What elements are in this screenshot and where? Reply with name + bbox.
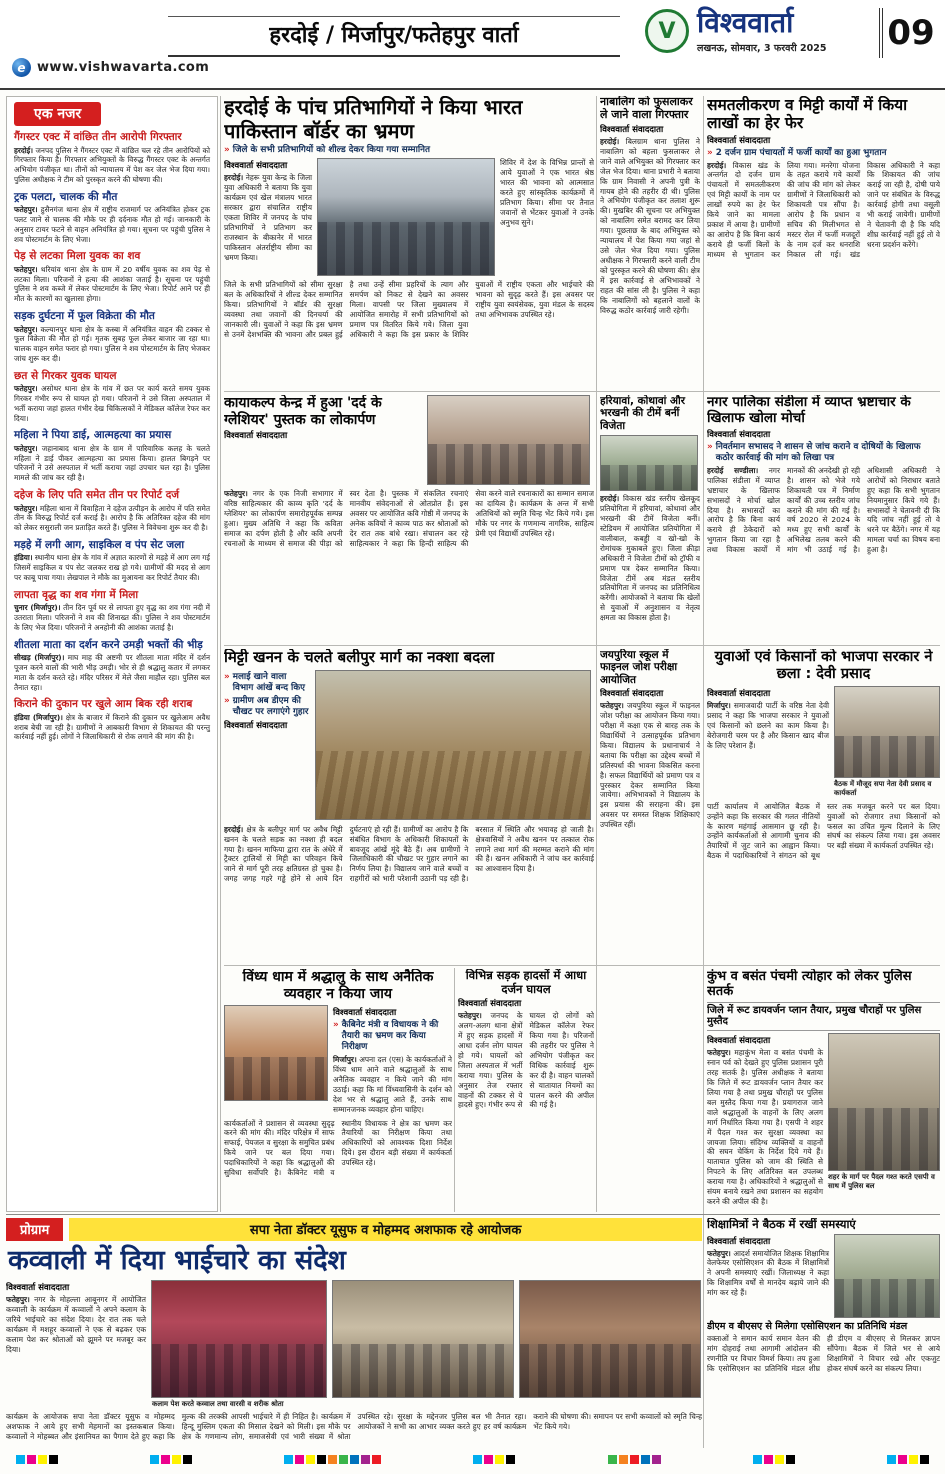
photo-caption: कलाम पेश करते कव्वाल तथा वारसी व शरीक श्रोता xyxy=(152,1400,284,1409)
news-brief xyxy=(14,589,210,633)
article-book-launch xyxy=(224,395,594,643)
article-text: मिर्जापुर। अपना दल (एस) के कार्यकर्ताओं ने विंध्य धाम आने वाले श्रद्धालुओं के साथ अनैतिक व्यवहार न किये जाने की मांग उठाई। कहा कि मां विंध्यवासिनी के दर्शन को देश भर से श्रद्धालु आते हैं, उनके साथ सम्मानजनक व्यवहार होना चाहिए। xyxy=(333,1054,452,1114)
article-text: शिविर में देश के विभिन्न प्रान्तों से आये युवाओं ने एक भारत श्रेष्ठ भारत की भावना को आत्मसात करते हुए सांस्कृतिक कार्यक्रमों में प्रतिभाग किया। सीमा पर तैनात जवानों से भेंटकर युवाओं ने उनके अनुभव सुने। xyxy=(500,158,594,227)
article-kicker: » 2 दर्जन ग्राम पंचायतों में फर्जी कार्यों का हुआ भुगतान xyxy=(707,147,887,158)
brief-text: हंडिया। स्थानीय थाना क्षेत्र के गांव में अज्ञात कारणों से मड़हे में आग लग गई जिसमें साइकिल व पंप सेट जलकर राख हो गये। ग्रामीणों की मदद से आग पर काबू पाया गया। लेखपाल ने मौके का मुआयना कर रिपोर्ट तैयार की। xyxy=(14,553,210,582)
photo-shikshamitra-meeting xyxy=(834,1234,940,1318)
photo-border-visit xyxy=(317,158,495,276)
brief-headline: पेड़ से लटका मिला युवक का शव xyxy=(14,250,141,263)
article-text: हरदोई। बिलग्राम थाना पुलिस ने नाबालिग को बहला फुसलाकर ले जाने वाले अभियुक्त को गिरफ्तार कर जेल भेज दिया। थाना प्रभारी ने बताया कि ग्राम निवासी ने अपनी पुत्री के गायब होने की तहरीर दी थी। पुलिस ने अभियोग पंजीकृत कर तलाश शुरू की। मुखबिर की सूचना पर अभियुक्त को नाबालिग समेत बरामद कर लिया गया। पूछताछ के बाद अभियुक्त को न्यायालय में पेश किया गया जहां से उसे जेल भेज दिया गया। पुलिस अधीक्षक ने गिरफ्तारी करने वाली टीम को पुरस्कृत करने की घोषणा की। क्षेत्र में इस कार्रवाई से अभिभावकों ने राहत की सांस ली है। पुलिस ने कहा कि नाबालिगों को बहलाने वालों के विरुद्ध कठोर कार्रवाई जारी रहेगी। xyxy=(600,136,700,315)
article-headline: शिक्षामित्रों ने बैठक में रखीं समस्याएं xyxy=(707,1218,856,1231)
kicker-arrow-icon: » xyxy=(707,441,713,452)
news-brief xyxy=(14,639,210,693)
brief-text: हरदोई। जनपद पुलिस ने गैंगस्टर एक्ट में वांछित चल रहे तीन आरोपियों को गिरफ्तार किया है। गिरफ्तार अभियुक्तों के विरुद्ध गैंगस्टर एक्ट के अन्तर्गत अभियोग पंजीकृत था। तीनों को न्यायालय में पेश कर जेल भेज दिया गया। पुलिस अधीक्षक ने टीम को पुरस्कृत करने की घोषणा की। xyxy=(14,145,210,184)
article-nabalig-arrest xyxy=(600,96,700,389)
page-number: 09 xyxy=(879,8,939,58)
brief-headline: महिला ने पिया डाई, आत्महत्या का प्रयास xyxy=(14,429,172,442)
news-brief xyxy=(14,131,210,185)
column-rule xyxy=(703,96,704,1448)
article-kicker: » निवर्तमान सभासद ने शासन से जांच कराने व दोषियों के खिलाफ कठोर कार्रवाई की मांग को लिखा पत्र xyxy=(707,441,921,463)
article-kicker: » कैबिनेट मंत्री व विधायक ने की तैयारी का भ्रमण कर किया निरीक्षण xyxy=(333,1020,439,1052)
photo-qawwali-singer xyxy=(151,1280,327,1398)
byline: विश्ववार्ता संवाददाता xyxy=(6,1283,70,1294)
photo-damaged-road xyxy=(315,670,591,820)
registration-marks xyxy=(0,1452,945,1466)
article-text: वक्ताओं ने समान कार्य समान वेतन की मांग दोहराई तथा आगामी आंदोलन की रणनीति पर विचार विमर्श किया। तय हुआ कि एसोसिएशन का प्रतिनिधि मंडल शीघ्र ही डीएम व बीएसए से मिलकर ज्ञापन सौंपेगा। बैठक में जिले भर से आये शिक्षामित्रों ने विचार रखे और एकजुट होकर संघर्ष करने का संकल्प लिया। xyxy=(707,1333,940,1373)
kicker-arrow-icon: » xyxy=(224,695,230,706)
article-headline: समतलीकरण व मिट्टी कार्यों में किया लाखों का हेर फेर xyxy=(707,96,908,133)
brief-text: फतेहपुर। जहानाबाद थाना क्षेत्र के ग्राम में पारिवारिक कलह के चलते महिला ने डाई पीकर आत्महत्या का प्रयास किया। हालत बिगड़ने पर परिजनों ने उसे अस्पताल में भर्ती कराया जहां उपचार चल रहा है। पुलिस मामले की जांच कर रही है। xyxy=(14,443,210,483)
website-url: www.vishwavarta.com xyxy=(37,60,210,75)
article-text: हरदोई। क्षेत्र के बलीपुर मार्ग पर अवैध मिट्टी खनन के चलते सड़क का नक्शा ही बदल गया है। खनन माफिया द्वारा रात के अंधेरे में ट्रैक्टर ट्रालियों से मिट्टी का परिवहन किये जाने से मार्ग पूरी तरह क्षतिग्रस्त हो चुका है। जगह जगह गहरे गड्ढे होने से आये दिन दुर्घटनाएं हो रही हैं। ग्रामीणों का आरोप है कि संबंधित विभाग के अधिकारी शिकायतों के बावजूद आंखें मूंदे बैठे हैं। अब ग्रामीणों ने जिलाधिकारी की चौखट पर गुहार लगाने का निर्णय लिया है। विद्यालय जाने वाले बच्चों व राहगीरों को भारी परेशानी उठानी पड़ रही है। बरसात में स्थिति और भयावह हो जाती है। क्षेत्रवासियों ने अवैध खनन पर तत्काल रोक लगाने तथा मार्ग की मरम्मत कराने की मांग की है। खनन अधिकारी ने जांच कर कार्रवाई का आश्वासन दिया है। xyxy=(224,824,594,884)
news-brief xyxy=(14,489,210,533)
edition-line: लखनऊ, सोमवार, 3 फरवरी 2025 xyxy=(697,43,827,54)
news-brief xyxy=(14,698,210,742)
article-text: मिर्जापुर। समाजवादी पार्टी के वरिष्ठ नेता देवी प्रसाद ने कहा कि भाजपा सरकार ने युवाओं एवं किसानों को छलने का काम किया है। बेरोजगारी चरम पर है और किसान खाद बीज के लिए परेशान हैं। xyxy=(707,701,829,750)
news-brief xyxy=(14,370,210,424)
article-text: हरदोई। नेहरू युवा केन्द्र के जिला युवा अधिकारी ने बताया कि युवा कार्यक्रम एवं खेल मंत्रालय भारत सरकार द्वारा संचालित राष्ट्रीय एकता शिविर में जनपद के पांच प्रतिभागियों ने प्रतिभाग कर राजस्थान के बीकानेर में भारत पाकिस्तान अंतर्राष्ट्रीय सीमा का भ्रमण किया। xyxy=(224,173,312,262)
brief-text: फतेहपुर। कल्यानपुर थाना क्षेत्र के कस्बा में अनियंत्रित वाहन की टक्कर से फूल विक्रेता की मौत हो गई। मृतक सुबह फूल लेकर बाजार जा रहा था। चालक वाहन समेत फरार हो गया। पुलिस ने शव पोस्टमार्टम के लिए भेजकर जांच शुरू कर दी। xyxy=(14,324,210,363)
article-headline: नाबालिग को फुसलाकर ले जाने वाला गिरफ्तार xyxy=(600,96,693,121)
byline: विश्ववार्ता संवाददाता xyxy=(707,1236,771,1247)
kicker-arrow-icon: » xyxy=(224,145,230,156)
article-text: फतेहपुर। महाकुंभ मेला व बसंत पंचमी के स्नान पर्व को देखते हुए पुलिस प्रशासन पूरी तरह सतर्क है। पुलिस अधीक्षक ने बताया कि जिले में रूट डायवर्जन प्लान तैयार कर लिया गया है तथा प्रमुख चौराहों पर पुलिस बल मुस्तैद किया गया है। प्रयागराज जाने वाले श्रद्धालुओं के वाहनों के लिए अलग मार्ग निर्धारित किया गया है। एसपी ने शहर में पैदल गश्त कर सुरक्षा व्यवस्था का जायजा लिया। संदिग्ध व्यक्तियों व वाहनों की सघन चेकिंग के निर्देश दिये गये हैं। यातायात पुलिस को जाम की स्थिति से निपटने के लिए अतिरिक्त बल उपलब्ध कराया गया है। अधिकारियों ने श्रद्धालुओं से संयम बनाये रखने तथा प्रशासन का सहयोग करने की अपील की है। xyxy=(707,1048,823,1207)
section-rule xyxy=(224,645,940,646)
photo-caption: बैठक में मौजूद सपा नेता देवी प्रसाद व कार्यकर्ता xyxy=(834,780,932,797)
brief-headline: लापता वृद्ध का शव गंगा में मिला xyxy=(14,588,139,601)
article-text: हरदोई। विकास खंड स्तरीय खेलकूद प्रतियोगिता में हरियावां, कोथावां और भरखनी की टीमें विजेता बनीं। स्टेडियम में आयोजित प्रतियोगिता में वालीबाल, कबड्डी व खो-खो के रोमांचक मुकाबले हुए। जिला क्रीड़ा अधिकारी ने विजेता टीमों को ट्रॉफी व प्रमाण पत्र देकर सम्मानित किया। विजेता टीमें अब मंडल स्तरीय प्रतियोगिता में जनपद का प्रतिनिधित्व करेंगी। आयोजकों ने बताया कि खेलों से युवाओं में अनुशासन व नेतृत्व क्षमता का विकास होता है। xyxy=(600,494,700,623)
brief-headline: ट्रक पलटा, चालक की मौत xyxy=(14,190,118,203)
article-text: फतेहपुर। आदर्श समायोजित शिक्षक शिक्षामित्र वेलफेयर एसोसिएशन की बैठक में शिक्षामित्रों ने अपनी समस्याएं रखीं। जिलाध्यक्ष ने कहा कि शिक्षामित्र वर्षों से मानदेय बढ़ाये जाने की मांग कर रहे हैं। xyxy=(707,1248,829,1298)
section-rule xyxy=(224,391,940,392)
photo-sapa-meeting xyxy=(834,686,940,778)
article-headline: मिट्टी खनन के चलते बलीपुर मार्ग का नक्शा बदला xyxy=(224,649,495,666)
news-brief xyxy=(14,310,210,364)
article-mitti-khanan xyxy=(224,649,594,963)
kicker-arrow-icon: » xyxy=(333,1020,339,1031)
news-brief xyxy=(14,250,210,304)
article-text: हरदोई सण्डीला। नगर पालिका संडीला में व्याप्त भ्रष्टाचार के खिलाफ सभासदों ने मोर्चा खोल दिया है। सभासदों का आरोप है कि बिना कार्य कराये ही ठेकेदारों को भुगतान किया जा रहा है तथा विकास कार्यों में मानकों की अनदेखी हो रही है। शासन को भेजे गये शिकायती पत्र में निर्माण कार्यों की उच्च स्तरीय जांच कराने की मांग की गई है। वर्ष 2020 से 2024 के मध्य हुए सभी कार्यों के अभिलेख तलब करने की मांग भी उठाई गई है। अधिशासी अधिकारी ने आरोपों को निराधार बताते हुए कहा कि सभी भुगतान नियमानुसार किये गये हैं। सभासदों ने चेतावनी दी कि यदि जांच नहीं हुई तो वे धरने पर बैठेंगे। नगर में यह मामला चर्चा का विषय बना हुआ है। xyxy=(707,465,940,555)
brand-logo-icon: V xyxy=(645,9,689,53)
section-rule xyxy=(224,965,940,966)
article-text: फतेहपुर। जयपुरिया स्कूल में फाइनल जोश परीक्षा का आयोजन किया गया। परीक्षा में कक्षा एक से बारह तक के विद्यार्थियों ने उत्साहपूर्वक प्रतिभाग किया। विद्यालय के प्रधानाचार्य ने बताया कि परीक्षा का उद्देश्य बच्चों में प्रतिस्पर्धा की भावना विकसित करना है। सफल विद्यार्थियों को प्रमाण पत्र व पुरस्कार देकर सम्मानित किया जायेगा। अभिभावकों ने विद्यालय के इस प्रयास की सराहना की। इस अवसर पर समस्त शिक्षक शिक्षिकाएं उपस्थित रहीं। xyxy=(600,701,700,830)
byline: विश्ववार्ता संवाददाता xyxy=(600,689,664,700)
article-winner-teams xyxy=(600,395,700,643)
article-qawwali xyxy=(6,1218,702,1448)
brief-text: सीखड़ (मिर्जापुर)। माघ माह की अष्टमी पर शीतला माता मंदिर में दर्शन पूजन करने वालों की भारी भीड़ उमड़ी। भोर से ही श्रद्धालु कतार में लगकर माता के दर्शन करते रहे। मंदिर परिसर में मेले जैसा माहौल रहा। पुलिस बल तैनात रहा। xyxy=(14,653,210,692)
brief-headline: छत से गिरकर युवक घायल xyxy=(14,369,117,382)
photo-vindhya-crowd xyxy=(224,1005,328,1101)
photo-winner-teams xyxy=(600,435,698,491)
byline: विश्ववार्ता संवाददाता xyxy=(458,999,522,1010)
brief-headline: शीतला माता का दर्शन करने उमड़ी भक्तों की भीड़ xyxy=(14,638,203,651)
news-brief xyxy=(14,191,210,245)
photo-police-patrol xyxy=(828,1033,940,1171)
article-subtitle: जिले में रूट डायवर्जन प्लान तैयार, प्रमुख चौराहों पर पुलिस मुस्तैद xyxy=(707,1002,940,1032)
article-headline: हरियावां, कोथावां और भरखनी की टीमें बनीं विजेता xyxy=(600,395,686,432)
byline: विश्ववार्ता संवाददाता xyxy=(707,429,771,440)
photo-qawwali-audience xyxy=(519,1280,701,1398)
article-text: कार्यकर्ताओं ने प्रशासन से व्यवस्था सुदृढ़ करने की मांग की। मंदिर परिक्षेत्र में साफ सफाई, पेयजल व सुरक्षा के समुचित प्रबंध किये जाने पर बल दिया गया। पदाधिकारियों ने कहा कि श्रद्धालुओं की सुविधा सर्वोपरि है। कैबिनेट मंत्री व स्थानीय विधायक ने क्षेत्र का भ्रमण कर तैयारियों का निरीक्षण किया तथा अधिकारियों को आवश्यक दिशा निर्देश दिये। इस दौरान बड़ी संख्या में कार्यकर्ता उपस्थित रहे। xyxy=(224,1118,452,1178)
organiser-strap: सपा नेता डॉक्टर यूसुफ व मोहम्मद अशफाक रहे आयोजक xyxy=(69,1218,702,1241)
brief-headline: मड़हे में लगी आग, साइकिल व पंप सेट जला xyxy=(14,538,185,551)
brief-headline: किराने की दुकान पर खुले आम बिक रही शराब xyxy=(14,698,193,711)
briefs-column xyxy=(6,96,218,1212)
news-brief xyxy=(14,539,210,583)
kicker-arrow-icon: » xyxy=(707,147,713,158)
article-headline: हरदोई के पांच प्रतिभागियों ने किया भारत पाकिस्तान बॉर्डर का भ्रमण xyxy=(224,96,523,143)
column-rule xyxy=(596,96,597,1212)
article-subhead: डीएम व बीएसए से मिलेगा एसोसिएशन का प्रतिनिधि मंडल xyxy=(707,1320,908,1332)
byline: विश्ववार्ता संवाददाता xyxy=(224,431,288,442)
article-yuva-kisan xyxy=(707,649,940,963)
brief-headline: गैंगस्टर एक्ट में वांछित तीन आरोपी गिरफ्तार xyxy=(14,131,182,143)
briefs-title: एक नजर xyxy=(14,102,101,126)
byline: विश्ववार्ता संवाददाता xyxy=(600,124,664,135)
article-headline: जयपुरिया स्कूल में फाइनल जोश परीक्षा आयोजित xyxy=(600,649,678,686)
article-text: कार्यक्रम के आयोजक सपा नेता डॉक्टर यूसुफ व मोहम्मद अशफाक ने आये हुए सभी मेहमानों का इस्तकबाल किया। कव्वालों ने मोहब्बत और इंसानियत का पैगाम देते हुए कहा कि मुल्क की तरक्की आपसी भाईचारे में ही निहित है। कार्यक्रम में हिन्दू मुस्लिम एकता की मिसाल देखने को मिली। इस मौके पर क्षेत्र के गणमान्य लोग, समाजसेवी एवं भारी संख्या में श्रोता उपस्थित रहे। सुरक्षा के मद्देनजर पुलिस बल भी तैनात रहा। आयोजकों ने सभी का आभार व्यक्त करते हुए हर वर्ष कार्यक्रम कराने की घोषणा की। समापन पर सभी कव्वालों को स्मृति चिन्ह भेंट किये गये। xyxy=(6,1411,702,1441)
byline: विश्ववार्ता संवाददाता xyxy=(707,1036,771,1047)
byline: विश्ववार्ता संवाददाता xyxy=(333,1008,397,1019)
article-headline: युवाओं एवं किसानों को भाजपा सरकार ने छला : देवी प्रसाद xyxy=(714,649,933,683)
article-border-visit xyxy=(224,96,594,389)
article-jaipuria-exam xyxy=(600,649,700,963)
program-tag: प्रोग्राम xyxy=(6,1218,63,1241)
article-text: हरदोई। विकास खंड के अन्तर्गत दो दर्जन ग्राम पंचायतों में समतलीकरण एवं मिट्टी कार्यों के नाम पर लाखों रुपये का हेर फेर किये जाने का मामला प्रकाश में आया है। ग्रामीणों का आरोप है कि बिना कार्य कराये ही फर्जी बिलों के माध्यम से भुगतान कर लिया गया। मनरेगा योजना के तहत कराये गये कार्यों की जांच की मांग को लेकर ग्रामीणों ने जिलाधिकारी को शिकायती पत्र सौंपा है। आरोप है कि प्रधान व सचिव की मिलीभगत से मस्टर रोल में फर्जी मजदूरों के नाम दर्ज कर धनराशि निकाल ली गई। खंड विकास अधिकारी ने कहा कि शिकायत की जांच कराई जा रही है, दोषी पाये जाने पर संबंधित के विरुद्ध कार्रवाई होगी तथा वसूली भी कराई जायेगी। ग्रामीणों ने चेतावनी दी है कि यदि शीघ्र कार्रवाई नहीं हुई तो वे धरना प्रदर्शन करेंगे। xyxy=(707,160,940,259)
article-samtalikaran xyxy=(707,96,940,389)
globe-icon: e xyxy=(12,58,31,77)
brief-text: फतेहपुर। थरियांव थाना क्षेत्र के ग्राम में 20 वर्षीय युवक का शव पेड़ से लटका मिला। परिजनों ने हत्या की आशंका जताई है। सूचना पर पहुंची पुलिस ने शव कब्जे में लेकर पोस्टमार्टम के लिए भेजा। रिपोर्ट आने पर ही मौत के कारणों का खुलासा होगा। xyxy=(14,264,210,304)
brief-text: फतेहपुर। महिला थाना में विवाहिता ने दहेज उत्पीड़न के आरोप में पति समेत तीन के विरुद्ध रिपोर्ट दर्ज कराई है। आरोप है कि अतिरिक्त दहेज की मांग को लेकर ससुराली जन प्रताड़ित करते हैं। पुलिस ने विवेचना शुरू कर दी है। xyxy=(14,503,210,533)
brief-text: फतेहपुर। असोथर थाना क्षेत्र के गांव में छत पर कार्य करते समय युवक गिरकर गंभीर रूप से घायल हो गया। परिजनों ने उसे जिला अस्पताल में भर्ती कराया जहां हालत गंभीर देख चिकित्सकों ने मेडिकल कॉलेज रेफर कर दिया। xyxy=(14,384,210,423)
brand-block xyxy=(645,6,827,54)
masthead xyxy=(0,0,945,90)
article-kicker: » ग्रामीण अब डीएम की चौखट पर लगाएंगे गुहार xyxy=(224,695,309,717)
article-nagarpalika xyxy=(707,395,940,643)
byline: विश्ववार्ता संवाददाता xyxy=(707,689,771,700)
brief-text: चुनार (मिर्जापुर)। तीन दिन पूर्व घर से लापता हुए वृद्ध का शव गंगा नदी में उतराता मिला। परिजनों ने शव की शिनाख्त की। पुलिस ने शव पोस्टमार्टम के लिए भेज दिया। परिजनों ने अनहोनी की आशंका जताई है। xyxy=(14,603,210,632)
column-rule xyxy=(454,968,455,1212)
kicker-arrow-icon: » xyxy=(224,671,230,682)
news-brief xyxy=(14,429,210,483)
brief-headline: सड़क दुर्घटना में फूल विक्रेता की मौत xyxy=(14,309,155,322)
article-text: जिले के सभी प्रतिभागियों को सीमा सुरक्षा बल के अधिकारियों ने शील्ड देकर सम्मानित किया। प्रतिभागियों ने बॉर्डर की सुरक्षा व्यवस्था तथा जवानों की दिनचर्या की जानकारी ली। युवाओं ने कहा कि इस भ्रमण से उनमें देशभक्ति की भावना और प्रबल हुई है तथा उन्हें सीमा प्रहरियों के त्याग और समर्पण को निकट से देखने का अवसर मिला। वापसी पर जिला मुख्यालय में आयोजित समारोह में सभी प्रतिभागियों को प्रमाण पत्र वितरित किये गये। जिला युवा अधिकारी ने कहा कि इस प्रकार के शिविर युवाओं में राष्ट्रीय एकता और भाईचारे की भावना को सुदृढ़ करते हैं। इस अवसर पर राष्ट्रीय युवा स्वयंसेवक, युवा मंडल के सदस्य तथा अभिभावक उपस्थित रहे। xyxy=(224,280,594,339)
brief-headline: दहेज के लिए पति समेत तीन पर रिपोर्ट दर्ज xyxy=(14,488,180,501)
brief-text: हंडिया (मिर्जापुर)। क्षेत्र के बाजार में किराने की दुकान पर खुलेआम अवैध शराब बेची जा रही है। ग्रामीणों ने आबकारी विभाग से शिकायत की परन्तु कार्रवाई नहीं हुई। लोगों ने जिलाधिकारी से रोक लगाने की मांग की है। xyxy=(14,712,211,742)
article-headline: नगर पालिका संडीला में व्याप्त भ्रष्टाचार के खिलाफ खोला मोर्चा xyxy=(707,395,911,426)
article-kicker: » मलाई खाने वाला विभाग आंखें बन्द किए xyxy=(224,671,305,693)
article-kicker: » जिले के सभी प्रतिभागियों को शील्ड देकर किया गया सम्मानित xyxy=(224,145,431,156)
article-headline: कुंभ व बसंत पंचमी त्योहार को लेकर पुलिस सतर्क xyxy=(707,969,912,1000)
article-kumbh-police xyxy=(707,969,940,1211)
article-headline: कव्वाली में दिया भाईचारे का संदेश xyxy=(8,1245,346,1276)
byline: विश्ववार्ता संवाददाता xyxy=(224,161,288,172)
article-text: फतेहपुर। नगर के मोहल्ला आबूनगर में आयोजित कव्वाली के कार्यक्रम में कव्वालों ने अपने कलाम के जरिये भाईचारे का संदेश दिया। देर रात तक चले कार्यक्रम में मशहूर कव्वालों ने एक से बढ़कर एक कलाम पेश कर श्रोताओं को झूमने पर मजबूर कर दिया। xyxy=(6,1295,146,1354)
website-link[interactable] xyxy=(12,58,209,77)
article-vindhya-dham xyxy=(224,969,452,1211)
photo-qawwali-stage xyxy=(332,1280,514,1398)
photo-book-launch xyxy=(427,395,590,485)
photo-caption: शहर के मार्ग पर पैदल गश्त करते एसपी व साथ में पुलिस बल xyxy=(828,1173,935,1190)
section-title: हरदोई / मिर्जापुर/फतेहपुर वार्ता xyxy=(168,16,620,57)
byline: विश्ववार्ता संवाददाता xyxy=(224,720,288,731)
brief-text: फतेहपुर। हुसैनगंज थाना क्षेत्र में राष्ट्रीय राजमार्ग पर अनियंत्रित होकर ट्रक पलट जाने से चालक की मौके पर ही दर्दनाक मौत हो गई। जानकारी के अनुसार टायर फटने से वाहन अनियंत्रित हो गया। सूचना पर पहुंची पुलिस ने शव पोस्टमार्टम के लिए भेजा। xyxy=(14,205,210,244)
article-road-accidents xyxy=(458,969,594,1211)
article-text: फतेहपुर। जनपद के अलग-अलग थाना क्षेत्रों में हुए सड़क हादसों में आधा दर्जन लोग घायल हो गये। घायलों को जिला अस्पताल में भर्ती कराया गया। पुलिस के अनुसार तेज रफ्तार वाहनों की टक्कर से ये हादसे हुए। गंभीर रूप से घायल दो लोगों को मेडिकल कॉलेज रेफर किया गया है। परिजनों की तहरीर पर पुलिस ने अभियोग पंजीकृत कर विधिक कार्रवाई शुरू कर दी है। वाहन चालकों से यातायात नियमों का पालन करने की अपील की गई है। xyxy=(458,1011,594,1110)
article-headline: विभिन्न सड़क हादसों में आधा दर्जन घायल xyxy=(465,969,587,996)
article-text: पार्टी कार्यालय में आयोजित बैठक में उन्होंने कहा कि सरकार की गलत नीतियों के कारण महंगाई आसमान छू रही है। उन्होंने कार्यकर्ताओं से आगामी चुनाव की तैयारियों में जुट जाने का आह्वान किया। बैठक में पदाधिकारियों ने संगठन को बूथ स्तर तक मजबूत करने पर बल दिया। युवाओं को रोजगार तथा किसानों को फसल का उचित मूल्य दिलाने के लिए संघर्ष का संकल्प लिया गया। इस अवसर पर बड़ी संख्या में कार्यकर्ता उपस्थित रहे। xyxy=(707,801,940,861)
column-rule xyxy=(220,96,221,1212)
article-headline: विंध्य धाम में श्रद्धालु के साथ अनैतिक व्यवहार न किया जाय xyxy=(242,969,434,1002)
byline: विश्ववार्ता संवाददाता xyxy=(707,135,771,146)
section-rule xyxy=(6,1214,940,1215)
article-shikshamitra xyxy=(707,1218,940,1448)
article-headline: कायाकल्प केन्द्र में हुआ 'दर्द के ग्लेशियर' पुस्तक का लोकार्पण xyxy=(224,395,382,428)
brand-name: विश्ववार्ता xyxy=(697,6,794,39)
article-text: फतेहपुर। नगर के एक निजी सभागार में वरिष्ठ साहित्यकार की काव्य कृति 'दर्द के ग्लेशियर' का लोकार्पण समारोहपूर्वक सम्पन्न हुआ। मुख्य अतिथि ने कहा कि कविता समाज का दर्पण होती है और कवि अपनी रचनाओं के माध्यम से समाज की पीड़ा को स्वर देता है। पुस्तक में संकलित रचनाएं मानवीय संवेदनाओं से ओतप्रोत हैं। इस अवसर पर आयोजित कवि गोष्ठी में जनपद के अनेक कवियों ने काव्य पाठ कर श्रोताओं को देर रात तक बांधे रखा। संचालन कर रहे साहित्यकार ने कहा कि हिन्दी साहित्य की सेवा करने वाले रचनाकारों का सम्मान समाज का दायित्व है। कार्यक्रम के अन्त में सभी अतिथियों को स्मृति चिन्ह भेंट किये गये। इस मौके पर नगर के गणमान्य नागरिक, साहित्य प्रेमी एवं विद्यार्थी उपस्थित रहे। xyxy=(224,489,594,548)
